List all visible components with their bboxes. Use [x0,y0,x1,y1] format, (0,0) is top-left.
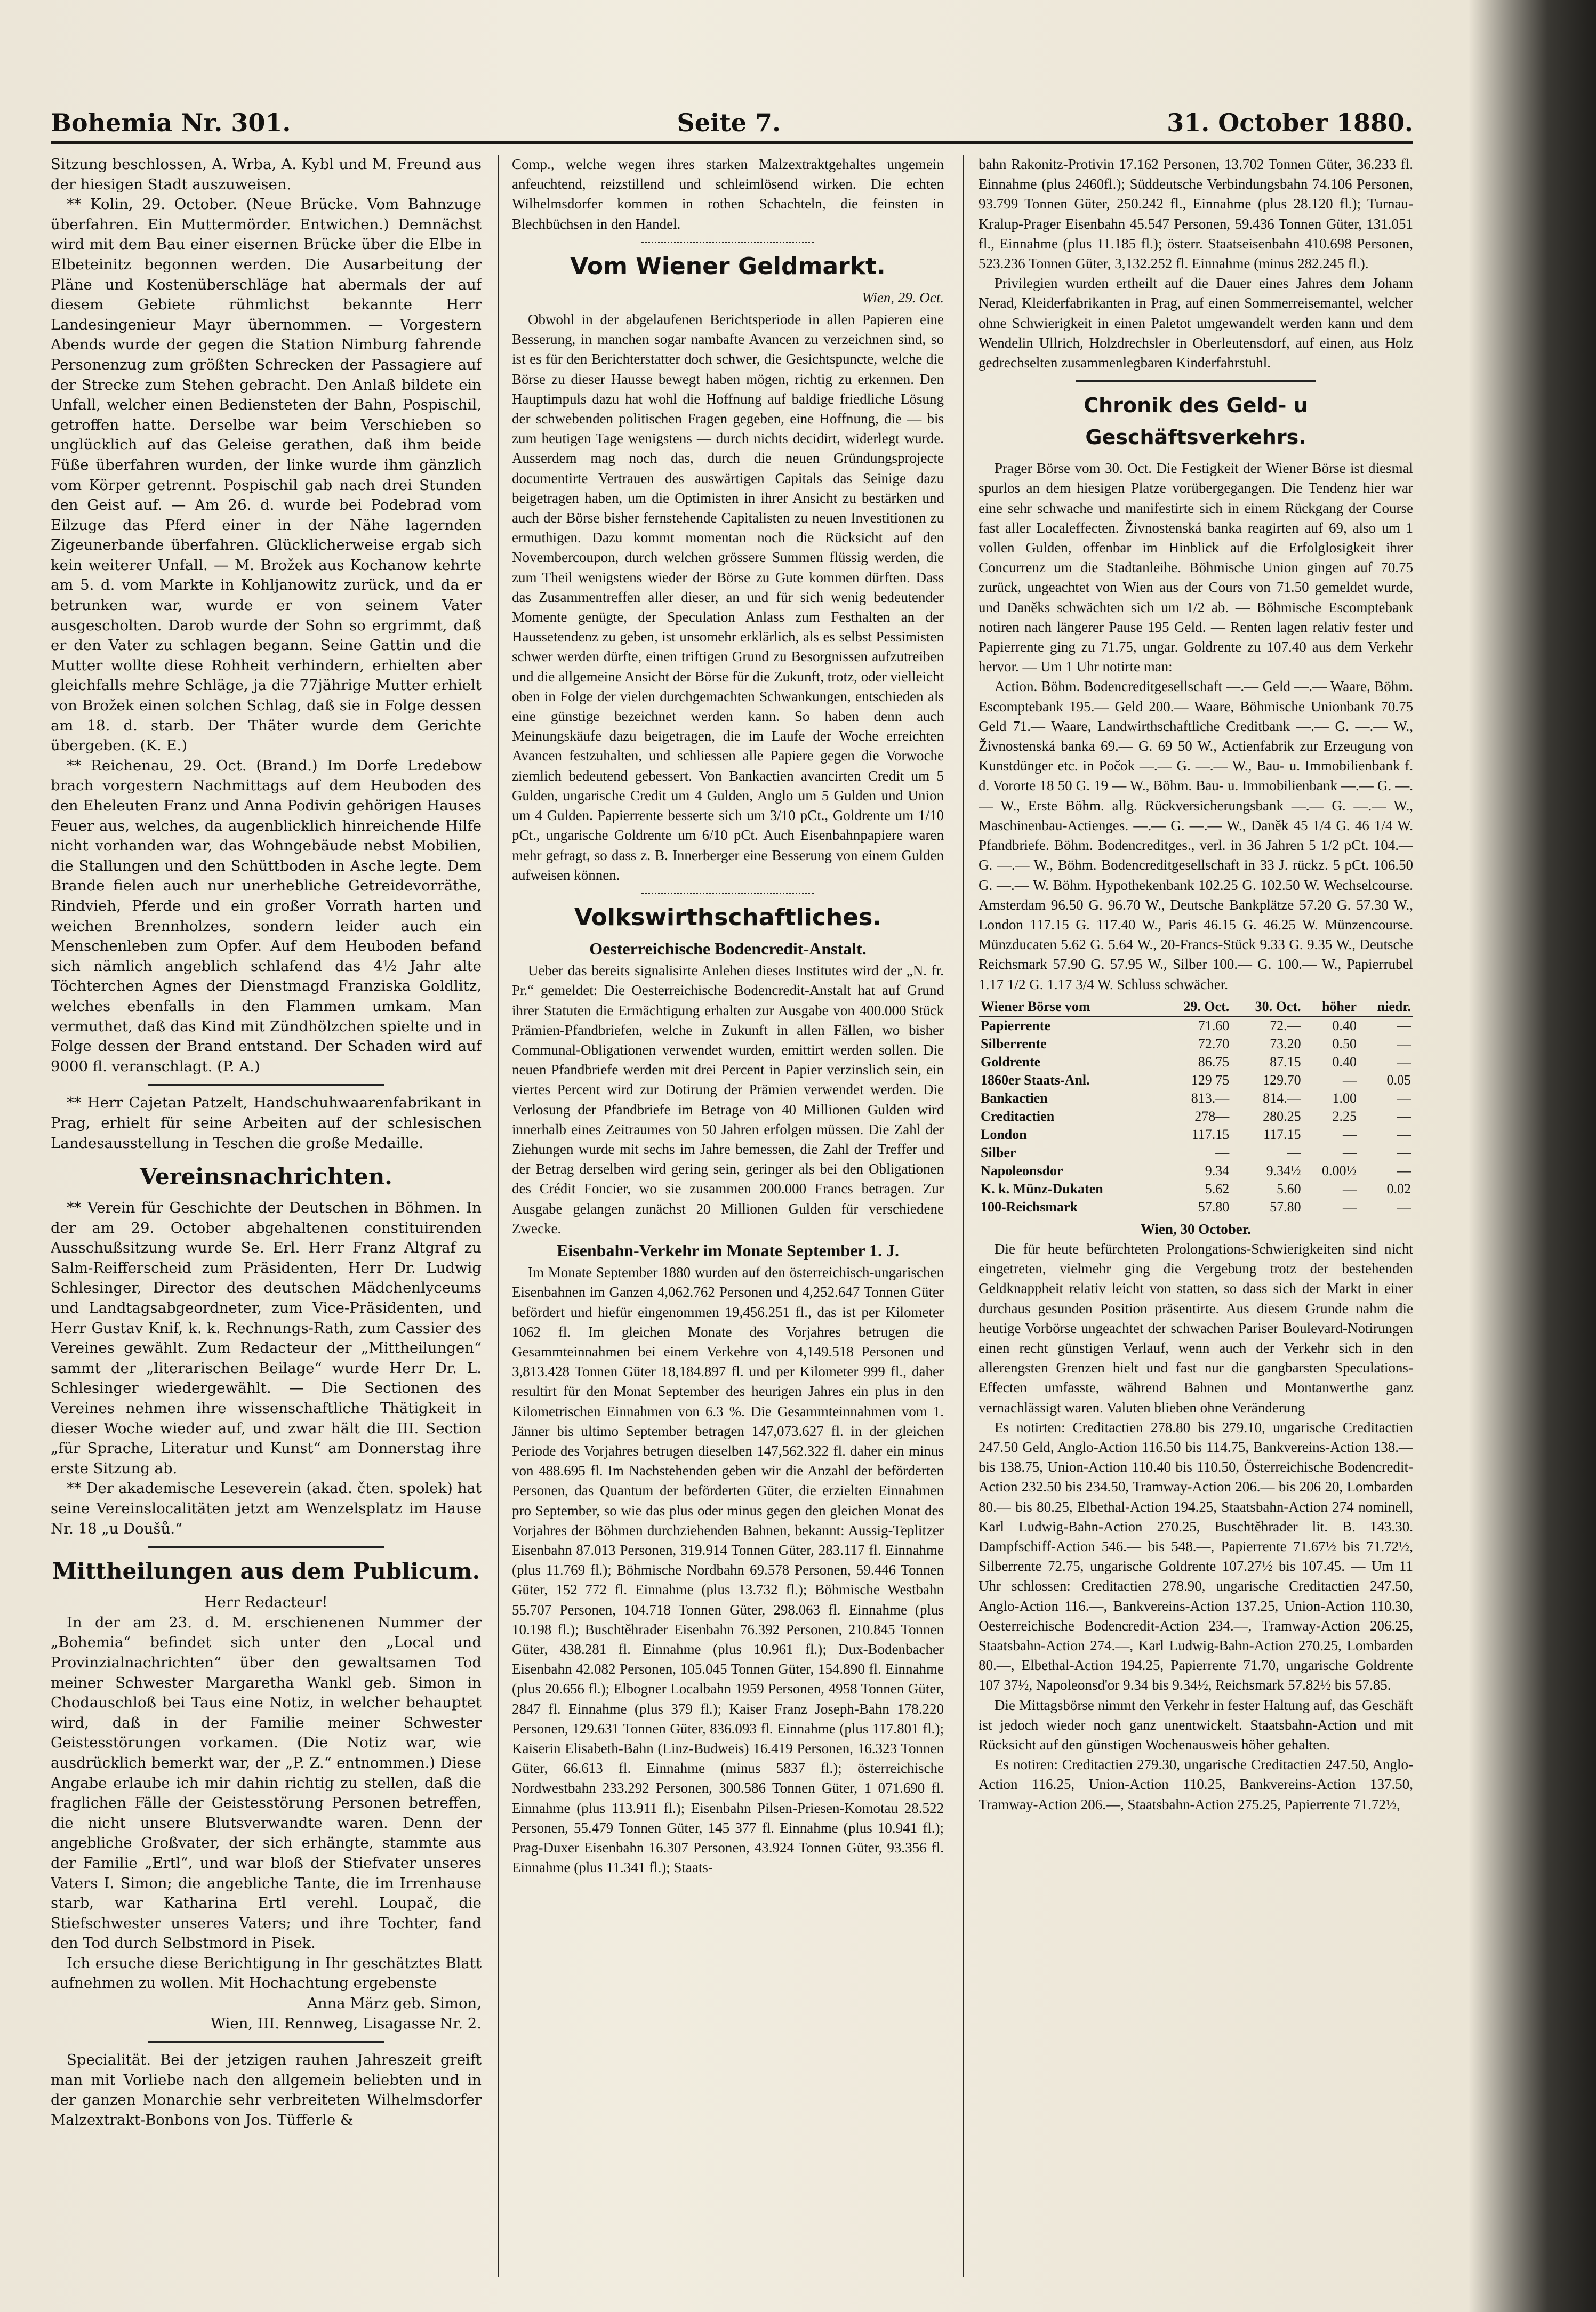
table-cell-value: 5.62 [1205,1181,1230,1197]
table-cell-label: Creditactien [981,1108,1055,1124]
section-title-geldmarkt: Vom Wiener Geldmarkt. [570,252,886,280]
separator [148,1084,384,1086]
table-cell-value: — [1215,1144,1230,1160]
article-patzelt: ** Herr Cajetan Patzelt, Handschuhwaarenfabrikant in Prag, erhielt für seine Arbeiten auf der schlesischen Landesausstellung in Teschen die große Medaille. [51,1094,482,1152]
page-number: Seite 7. [677,108,781,137]
letter-address: Wien, III. Rennweg, Lisagasse Nr. 2. [210,2014,482,2032]
table-cell-value: 71.60 [1198,1017,1230,1033]
table-cell-value: — [1397,1126,1411,1142]
table-cell-value: 57.80 [1198,1199,1230,1215]
article-text: Sitzung beschlossen, A. Wrba, A. Kybl und M. Freund aus der hiesigen Stadt auszuweisen. [51,156,482,193]
separator [148,1546,384,1548]
table-cell-label: Napoleonsdor [981,1162,1063,1178]
page-header [51,104,1413,144]
table-cell-label: Silber [981,1144,1016,1160]
table-cell-value: — [1342,1144,1357,1160]
column-rule [498,155,499,2277]
letter-signature: Anna März geb. Simon, [307,1995,482,2012]
table-row [979,1198,1413,1216]
table-cell-value: — [1342,1199,1357,1215]
table-cell-value: 117.15 [1191,1126,1230,1142]
table-row [979,1180,1413,1198]
table-cell-value: 73.20 [1270,1035,1301,1051]
article-mittagsboerse: Die Mittagsbörse nimmt den Verkehr in fester Haltung auf, das Geschäft ist jedoch wieder noch ganz unentwickelt. Staatsbahn-Action und mit Rücksicht auf den günstigen Wochenausweis höher gehalten. [979,1697,1413,1753]
table-row [979,1071,1413,1089]
column-2 [512,155,944,2277]
table-cell-value: 280.25 [1263,1108,1301,1124]
table-cell-value: — [1397,1017,1411,1033]
table-header-row [979,998,1413,1016]
table-cell-value: — [1397,1090,1411,1106]
table-cell-value: — [1397,1108,1411,1124]
table-cell-value: 278— [1194,1108,1230,1124]
advert-continued: Comp., welche wegen ihres starken Malzextraktgehaltes ungemein anfeuchtend, reizstillend und schleimlösend wirken. Die echten Wilhelmsdorfer kommen in rothen Schachteln, die feinsten in Blechbüchsen in den Handel. [512,156,944,232]
table-cell-value: 1.00 [1332,1090,1357,1106]
table-cell-value: 2.25 [1332,1108,1357,1124]
separator [148,2041,384,2043]
table-cell-label: 1860er Staats-Anl. [981,1072,1090,1088]
table-cell-value: 87.15 [1270,1054,1301,1070]
table-cell-value: 9.34 [1205,1162,1230,1178]
table-body [979,1016,1413,1216]
table-cell-value: 57.80 [1270,1199,1301,1215]
dateline: Wien, 30 October. [1141,1221,1251,1237]
article-wien-kurse: Es notirten: Creditactien 278.80 bis 279.10, ungarische Creditactien 247.50 Geld, Anglo-Action 116.50 bis 114.75, Bankvereins-Action 138.— bis 138.75, Union-Action 110.40 bis 110.50, Österreichische Bodencredit-Action 232.50 bis 234.50, Tramway-Action 206.— bis 206 20, Lombarden 80.— bis 80.25, Elbethal-Action 194.25, Staatsbahn-Action 274 nominell, Karl Ludwig-Bahn-Action 270.25, Buschtěhrader lit. B. 143.30. Dampfschiff-Action 546.— bis 548.—, Papierrente 71.67½ bis 71.72½, Silberrente 72.75, ungarische Goldrente 107.27½ bis 107.45. — Um 11 Uhr schlossen: Creditactien 278.90, ungarische Creditactien 247.50, Anglo-Action 116.—, Bankvereins-Action 137.25, Union-Action 110.30, Oesterreichische Bodencredit-Action 234.—, Tramway-Action 206.25, Staatsbahn-Action 274.—, Karl Ludwig-Bahn-Action 270.25, Lombarden 80.—, Elbethal-Action 194.25, Papierrente 71.70, ungarische Goldrente 107 37½, Napoleonsd'or 9.34 bis 9.34½, Reichsmark 57.82½ bis 57.85. [979,1419,1413,1693]
table-cell-value: — [1397,1144,1411,1160]
section-title-volkswirthschaftliches: Volkswirthschaftliches. [574,903,881,931]
advert-specialitaet: Specialität. Bei der jetzigen rauhen Jahreszeit greift man mit Vorliebe nach den allgemein beliebten und in der ganzen Monarchie sehr verbreiteten Wilhelmsdorfer Malzextrakt-Bonbons von Jos. Tüfferle & [51,2051,482,2129]
table-cell-value: — [1397,1035,1411,1051]
table-cell-value: 129 75 [1191,1072,1230,1088]
table-cell-value: 0.05 [1386,1072,1411,1088]
separator [1076,380,1315,382]
table-row [979,1089,1413,1107]
wiener-boerse-table [979,998,1413,1216]
article-verein-geschichte: ** Verein für Geschichte der Deutschen in Böhmen. In der am 29. October abgehaltenen constituirenden Ausschußsitzung wurde Se. Erl. Herr Franz Altgraf zu Salm-Reifferscheid zum Präsidenten, Herr Dr. Ludwig Schlesinger, Director des deutschen Mädchenlyceums und Landtagsabgeordneter, zum Vice-Präsidenten, und Herr Gustav Knif, k. k. Rechnungs-Rath, zum Cassier des Vereines gewählt. Zum Redacteur der „Mittheilungen“ sammt der „literarischen Beilage“ wurde Herr Dr. L. Schlesinger wiedergewählt. — Die Sectionen des Vereines nehmen ihre wissenschaftliche Thätigkeit in dieser Woche wieder auf, und zwar hält die III. Section „für Sprache, Literatur und Kunst“ am Donnerstag ihre erste Sitzung ab. [51,1199,482,1477]
separator [641,242,814,243]
table-cell-value: 5.60 [1277,1181,1301,1197]
table-title: Wiener Börse vom [979,998,1160,1016]
table-cell-value: 0.50 [1332,1035,1357,1051]
article-geldmarkt: Obwohl in der abgelaufenen Berichtsperiode in allen Papieren eine Besserung, in manchen sogar nambafte Avancen zu verzeichnen sind, so ist es für den Berichterstatter doch schwer, die Gesichtspuncte, welche die Börse zu dieser Hausse bewegt haben mögen, richtig zu erkennen. Den Hauptimpuls dazu hat wohl die Hoffnung auf baldige friedliche Lösung der schwebenden politischen Fragen gegeben, eine Hoffnung, die — bis zum heutigen Tage wenigstens — durch nichts decidirt, widerlegt wurde. Ausserdem mag noch das, durch die neuen Gründungsprojecte documentirte Vertrauen des auswärtigen Capitals das Seinige dazu beigetragen haben, um die Optimisten in ihrer Ansicht zu bestärken und auch der Börse bisher fernstehende Capitalisten zu neuen Investitionen zu ermuthigen. Dazu kommt momentan noch die Rücksicht auf den Novembercoupon, durch welchen grössere Summen flüssig werden, die zum Theil wenigstens wieder der Börse zu Gute kommen dürften. Dass das Zusammentreffen aller dieser, an und für sich wenig bedeutender Momente genügte, der Speculation Anlass zum Festhalten an der Haussetendenz zu geben, ist unsomehr erklärlich, als es selbst Pessimisten schwer werden dürfte, einen triftigen Grund zu Besorgnissen aufzutreiben und die allgemeine Ansicht der Börse für die Zukunft, trotz, oder vielleicht oben in Folge der vielen durchgemachten Schwankungen, entschieden als eine günstige bezeichnet werden kann. So haben denn auch Meinungskäufe dazu beigetragen, die im Laufe der Woche erreichten Avancen festzuhalten, und schliessen alle Papiere gegen die Vorwoche ziemlich bedeutend gebessert. Von Bankactien avancirten Credit um 5 Gulden, ungarische Credit um 4 Gulden, Anglo um 5 Gulden und Union um 4 Gulden. Papierrente besserte sich um 3/10 pCt., Goldrente um 1/10 pCt., ungarische Goldrente um 6/10 pCt. Auch Eisenbahnpapiere waren mehr gefragt, so dass z. B. Innerberger eine Besserung von einem Gulden aufweisen können. [512,311,944,883]
separator [641,893,814,894]
article-mittagsboerse-kurse: Es notiren: Creditactien 279.30, ungarische Creditactien 247.50, Anglo-Action 116.25, Union-Action 110.25, Bankvereins-Action 137.50, Tramway-Action 206.—, Staatsbahn-Action 275.25, Papierrente 71.72½, [979,1756,1413,1812]
article-prager-kurse: Action. Böhm. Bodencreditgesellschaft —.— Geld —.— Waare, Böhm. Escomptebank 195.— Geld 200.— Waare, Böhmische Unionbank 70.75 Geld 71.— Waare, Landwirthschaftliche Creditbank —.— G. —.— W., Živnostenská banka 69.— G. 69 50 W., Actienfabrik zur Erzeugung von Kunstdünger etc. in Počok —.— G. —.— W., Bau- u. Immobilienbank f. d. Vororte 18 50 G. 19 — W., Böhm. Bau- u. Immobilienbank —.— G. —.— W., Erste Böhm. allg. Rückversicherungsbank —.— G. —.— W., Maschinenbau-Actienges. —.— G. —.— W., Daněk 45 1/4 G. 46 1/4 W. Pfandbriefe. Böhm. Bodencreditges., verl. in 36 Jahren 5 1/2 pCt. 104.— G. —.— W., Böhm. Bodencreditgesellschaft in 33 J. rückz. 5 pCt. 106.50 G. —.— W. Böhm. Hypothekenbank 102.25 G. 102.50 W. Wechselcourse. Amsterdam 96.50 G. 96.70 W., Deutsche Bankplätze 57.20 G. 57.30 W., London 117.15 G. 117.40 W., Paris 46.15 G. 46.25 W. Münzencourse. Münzducaten 5.62 G. 5.64 W., 20-Francs-Stück 9.33 G. 9.35 W., Deutsche Reichsmark 57.90 G. 57.95 W., Silber 100.— G. 100.— W., Papierrubel 1.17 1/2 G. 1.17 3/4 W. Schluss schwächer. [979,678,1413,992]
table-row [979,1107,1413,1126]
table-cell-value: 0.40 [1332,1054,1357,1070]
table-cell-value: — [1342,1072,1357,1088]
table-cell-value: 813.— [1191,1090,1230,1106]
table-cell-value: — [1397,1162,1411,1178]
table-cell-value: 86.75 [1198,1054,1230,1070]
table-cell-value: — [1342,1126,1357,1142]
table-cell-label: London [981,1126,1027,1142]
table-cell-label: 100-Reichsmark [981,1199,1078,1215]
columns [51,155,1413,2277]
column-header: 29. Oct. [1160,998,1231,1016]
table-row [979,1162,1413,1180]
table-cell-value: — [1342,1181,1357,1197]
table-cell-value: — [1397,1054,1411,1070]
article-wien: Die für heute befürchteten Prolongations-Schwierigkeiten sind nicht eingetreten, vielmehr ging die Vergebung trotz der bestehenden Geldknappheit relativ leicht von statten, so dass sich der Markt in einer durchaus gesunden Position präsentirte. Aus diesem Grunde nahm die heutige Vorbörse ungeachtet der schwachen Pariser Boulevard-Notirungen einen recht günstigen Verlauf, wenn auch der Verkehr sich in den allerengsten Grenzen hielt und fast nur die gangbarsten Speculations-Effecten umfasste, während Bahnen und Montanwerthe ganz vernachlässigt waren. Valuten blieben ohne Veränderung [979,1240,1413,1416]
column-1 [51,155,482,2277]
article-leseverein: ** Der akademische Leseverein (akad. čten. spolek) hat seine Vereinslocalitäten jetzt am Wenzelsplatz im Hause Nr. 18 „u Doušů.“ [51,1480,482,1537]
table-cell-value: 0.00½ [1321,1162,1357,1178]
table-cell-value: 0.40 [1332,1017,1357,1033]
subtitle-bodencredit: Oesterreichische Bodencredit-Anstalt. [589,938,867,958]
table-cell-value: 0.02 [1386,1181,1411,1197]
salutation: Herr Redacteur! [204,1594,328,1611]
article-letter: In der am 23. d. M. erschienenen Nummer der „Bohemia“ befindet sich unter den „Local und Provinzialnachrichten“ über den gewaltsamen Tod meiner Schwester Margaretha Wankl geb. Simon in Chodauschloß bei Taus eine Notiz, in welcher behauptet wird, daß in der Familie meiner Schwester Geistesstörungen vorkamen. (Die Notiz war, wie ausdrücklich bemerkt war, der „P. Z.“ entnommen.) Diese Angabe erlaube ich mir dahin richtig zu stellen, daß die fraglichen Fälle der Geistesstörung Personen betreffen, die nicht unsere Blutsverwandte waren. Denn der angebliche Großvater, der sich erhängte, stammte aus der Familie „Ertl“, und war bloß der Stiefvater unseres Vaters I. Simon; die angebliche Tante, die im Irrenhause starb, war Katharina Ertl verehl. Loupač, die Stiefschwester unseres Vaters; und ihre Tochter, fand den Tod durch Selbstmord in Pisek. [51,1613,482,1952]
dateline: Wien, 29. Oct. [862,289,944,306]
article-eisenbahn: Im Monate September 1880 wurden auf den österreichisch-ungarischen Eisenbahnen im Ganzen 4,062.762 Personen und 4,252.647 Tonnen Güter befördert und hiefür eingenommen 19,456.251 fl., das ist per Kilometer 1062 fl. Im gleichen Monate des Vorjahres betrugen die Gesammteinnahmen bei einem Verkehre von 4,149.518 Personen und 3,813.428 Tonnen Güter 18,184.897 fl. und per Kilometer 999 fl., daher resultirt für den Monat September des heurigen Jahres ein plus in den Kilometrischen Einnahmen von 6.3 %. Die Gesammteinnahmen vom 1. Jänner bis ultimo September betragen 147,073.627 fl. in der gleichen Periode des Vorjahres betrugen dieselben 147,562.322 fl. daher ein minus von 488.695 fl. Im Nachstehenden geben wir die Anzahl der beförderten Personen, das Quantum der beförderten Güter, die erzielten Einnahmen pro September, so wie das plus oder minus gegen den gleichen Monat des Vorjahres der Böhmen durchziehenden Bahnen, bekannt: Aussig-Teplitzer Eisenbahn 87.013 Personen, 319.914 Tonnen Güter, 283.117 fl. Einnahme (plus 11.769 fl.); Böhmische Nordbahn 69.578 Personen, 59.446 Tonnen Güter, 152 772 fl. Einnahme (plus 13.732 fl.); Böhmische Westbahn 55.707 Personen, 104.718 Tonnen Güter, 298.063 fl. Einnahme (plus 10.198 fl.); Buschtěhrader Eisenbahn 76.392 Personen, 210.845 Tonnen Güter, 438.281 fl. Einnahme (plus 10.961 fl.); Dux-Bodenbacher Eisenbahn 42.082 Personen, 105.045 Tonnen Güter, 154.890 fl. Einnahme (plus 20.656 fl.); Elbogner Localbahn 1959 Personen, 4958 Tonnen Güter, 2847 fl. Einnahme (plus 379 fl.); Kaiser Franz Joseph-Bahn 178.220 Personen, 129.631 Tonnen Güter, 836.093 fl. Einnahme (plus 117.801 fl.); Kaiserin Elisabeth-Bahn (Linz-Budweis) 16.419 Personen, 16.323 Tonnen Güter, 66.613 fl. Einnahme (minus 5837 fl.); österreichische Nordwestbahn 233.292 Personen, 300.586 Tonnen Güter, 1 071.690 fl. Einnahme (plus 113.911 fl.); Eisenbahn Pilsen-Priesen-Komotau 28.522 Personen, 55.479 Tonnen Güter, 145 377 fl. Einnahme (plus 10.941 fl.); Prag-Duxer Eisenbahn 16.307 Personen, 43.924 Tonnen Güter, 93.356 fl. Einnahme (plus 11.341 fl.); Staats- [512,1264,944,1876]
table-cell-label: Silberrente [981,1035,1047,1051]
section-title-vereinsnachrichten: Vereinsnachrichten. [140,1163,392,1190]
table-cell-value: 72.70 [1198,1035,1230,1051]
table-row [979,1126,1413,1144]
table-cell-value: 814.— [1263,1090,1301,1106]
article-privilegien: Privilegien wurden ertheilt auf die Dauer eines Jahres dem Johann Nerad, Kleiderfabrikanten in Prag, auf einen Sommerreisemantel, welcher ohne Schwierigkeit in einen Paletot umgewandelt werden kann und dem Wendelin Ullrich, Holzdrechsler in Oberleutensdorf, auf einen, aus Holz gedrechselten zusammenlegbaren Kinderfahrstuhl. [979,275,1413,371]
article-letter-close: Ich ersuche diese Berichtigung in Ihr geschätztes Blatt aufnehmen zu wollen. Mit Hochachtung ergebenste [51,1954,482,1992]
table-cell-label: Bankactien [981,1090,1048,1106]
table-cell-value: 9.34½ [1266,1162,1301,1178]
article-kolin: ** Kolin, 29. October. (Neue Brücke. Vom Bahnzuge überfahren. Ein Muttermörder. Entwichen.) Demnächst wird mit dem Bau einer eisernen Brücke über die Elbe in Elbeteinitz begonnen werden. Die Ausarbeitung der Pläne und Kostenüberschläge hat abermals der auf diesem Gebiete rühmlichst bekannte Herr Landesingenieur Mayr übernommen. — Vorgestern Abends wurde der gegen die Station Nimburg fahrende Personenzug zum größten Schrecken der Passagiere auf der Strecke zum Stehen gebracht. Den Anlaß bildete ein Unfall, welcher einen Bediensteten der Bahn, Pospischil, getroffen hatte. Derselbe war beim Verschieben so unglücklich auf das Geleise gerathen, daß ihm beide Füße überfahren wurden, der linke wurde ihm gänzlich vom Körper getrennt. Pospischil gab nach drei Stunden den Geist auf. — Am 26. d. wurde bei Podebrad vom Eilzuge das Pferd einer in der Nähe lagernden Zigeunerbande überfahren. Glücklicherweise ergab sich kein weiterer Unfall. — M. Brožek aus Kochanow kehrte am 5. d. vom Markte in Kohljanowitz zurück, und da er betrunken war, wurde er von seinem Vater ausgescholten. Darob wurde der Sohn so ergrimmt, daß er den Vater zu schlagen begann. Seine Gattin und die Mutter wollte diese Rohheit verhindern, erhielten aber gleichfalls mehre Schläge, ja die 77jährige Mutter erhielt von Brožek einen solchen Schlag, daß sie in Folge dessen am 18. d. starb. Der Thäter wurde dem Gerichte übergeben. (K. E.) [51,196,482,754]
column-header: niedr. [1359,998,1413,1016]
table-cell-label: Goldrente [981,1054,1041,1070]
table-cell-value: — [1397,1199,1411,1215]
table-cell-value: 129.70 [1263,1072,1301,1088]
table-row [979,1035,1413,1053]
column-header: 30. Oct. [1231,998,1303,1016]
table-cell-label: K. k. Münz-Dukaten [981,1181,1103,1197]
table-cell-value: 72.— [1270,1017,1301,1033]
column-3 [979,155,1413,2277]
section-title-mittheilungen: Mittheilungen aus dem Publicum. [52,1558,480,1585]
article-reichenau: ** Reichenau, 29. Oct. (Brand.) Im Dorfe Lredebow brach vorgestern Nachmittags auf dem Heuboden des den Eheleuten Franz und Anna Podivin gehörigen Hauses Feuer aus, welches, da augenblicklich hinreichende Hilfe nicht vorhanden war, das Wohngebäude nebst Mobilien, die Stallungen und den Schüttboden in Asche legte. Dem Brande fielen auch nur unerhebliche Getreidevorräthe, Rindvieh, Pferde und ein großer Vorrath harten und weichen Brennholzes, sondern leider auch ein Menschenleben zum Opfer. Auf dem Heuboden befand sich nämlich angeblich schlafend das 4½ Jahr alte Töchterchen Agnes der Dienstmagd Franziska Goldlitz, welches ebenfalls in den Flammen umkam. Man vermuthet, daß das Kind mit Zündhölzchen spielte und in Folge dessen der Brand entstand. Der Schaden wird auf 9000 fl. veranschlagt. (P. A.) [51,757,482,1075]
table-row [979,1016,1413,1035]
table-cell-label: Papierrente [981,1017,1050,1033]
table-cell-value: 117.15 [1263,1126,1301,1142]
subtitle-eisenbahn: Eisenbahn-Verkehr im Monate September 1. J. [556,1240,900,1260]
table-row [979,1053,1413,1071]
column-header: höher [1303,998,1359,1016]
column-rule [963,155,964,2277]
table-cell-value: — [1287,1144,1301,1160]
article-prager-boerse: Prager Börse vom 30. Oct. Die Festigkeit der Wiener Börse ist diesmal spurlos an dem hiesigen Platze vorübergegangen. Die Tendenz hier war eine sehr schwache und manifestirte sich in einem Rückgang der Course fast aller Localeffecten. Živnostenská banka reagirten auf 69, also um 1 vollen Gulden, offenbar im Hinblick auf die Erfolglosigkeit ihrer Concurrenz um die Stadtanleihe. Böhmische Union gingen auf 70.75 zurück, ungeachtet von Wien aus der Cours von 71.50 gemeldet wurde, und Daněks schwächten sich um 1/2 ab. — Böhmische Escomptebank notiren nach längerer Pause 195 Geld. — Renten lagen relativ fester und Papierrente ging zu 71.75, ungar. Goldrente zu 107.40 aus dem Verkehr hervor. — Um 1 Uhr notirte man: [979,460,1413,675]
masthead-issue: Bohemia Nr. 301. [51,108,291,137]
issue-date: 31. October 1880. [1167,108,1413,137]
table-row [979,1144,1413,1162]
article-bodencredit: Ueber das bereits signalisirte Anlehen dieses Institutes wird der „N. fr. Pr.“ gemeldet: Die Oesterreichische Bodencredit-Anstalt hat auf Grund ihrer Statuten die Ermächtigung erhalten zur Ausgabe von 400.000 Stück Prämien-Pfandbriefen, welche in Zukunft in allen Fällen, wo bisher Communal-Obligationen verwendet wurden, emittirt werden sollen. Die neuen Pfandbriefe werden mit drei Percent in Papier verzinslich sein, ein viertes Percent wird zur Dotirung der Prämien verwendet werden. Die Verlosung der Pfandbriefe im Betrage von 40 Millionen Gulden wird innerhalb eines Zeitraumes von 50 Jahren erfolgen müssen. Die Zahl der Ziehungen wurde mit sechs im Jahre bemessen, die Zahl der Treffer und der Betrag derselben wird gering sein, geringer als bei den Obligationen des Crédit Foncier, wo sie zusammen 200.000 Francs betragen. Zur Ausgabe gelangen zunächst 20 Millionen Gulden für verschiedene Zwecke. [512,962,944,1237]
article-eisenbahn-continued: bahn Rakonitz-Protivin 17.162 Personen, 13.702 Tonnen Güter, 36.233 fl. Einnahme (plus 2460fl.); Süddeutsche Verbindungsbahn 74.106 Personen, 93.799 Tonnen Güter, 250.242 fl., Einnahme (plus 28.120 fl.); Turnau-Kralup-Prager Eisenbahn 45.547 Personen, 59.436 Tonnen Güter, 131.051 fl., Einnahme (plus 11.185 fl.); österr. Staatseisenbahn 410.698 Personen, 523.236 Tonnen Güter, 3,132.252 fl. Einnahme (minus 282.245 fl.). [979,156,1413,272]
section-title-chronik: Chronik des Geld- u Geschäftsverkehrs. [1084,394,1308,449]
